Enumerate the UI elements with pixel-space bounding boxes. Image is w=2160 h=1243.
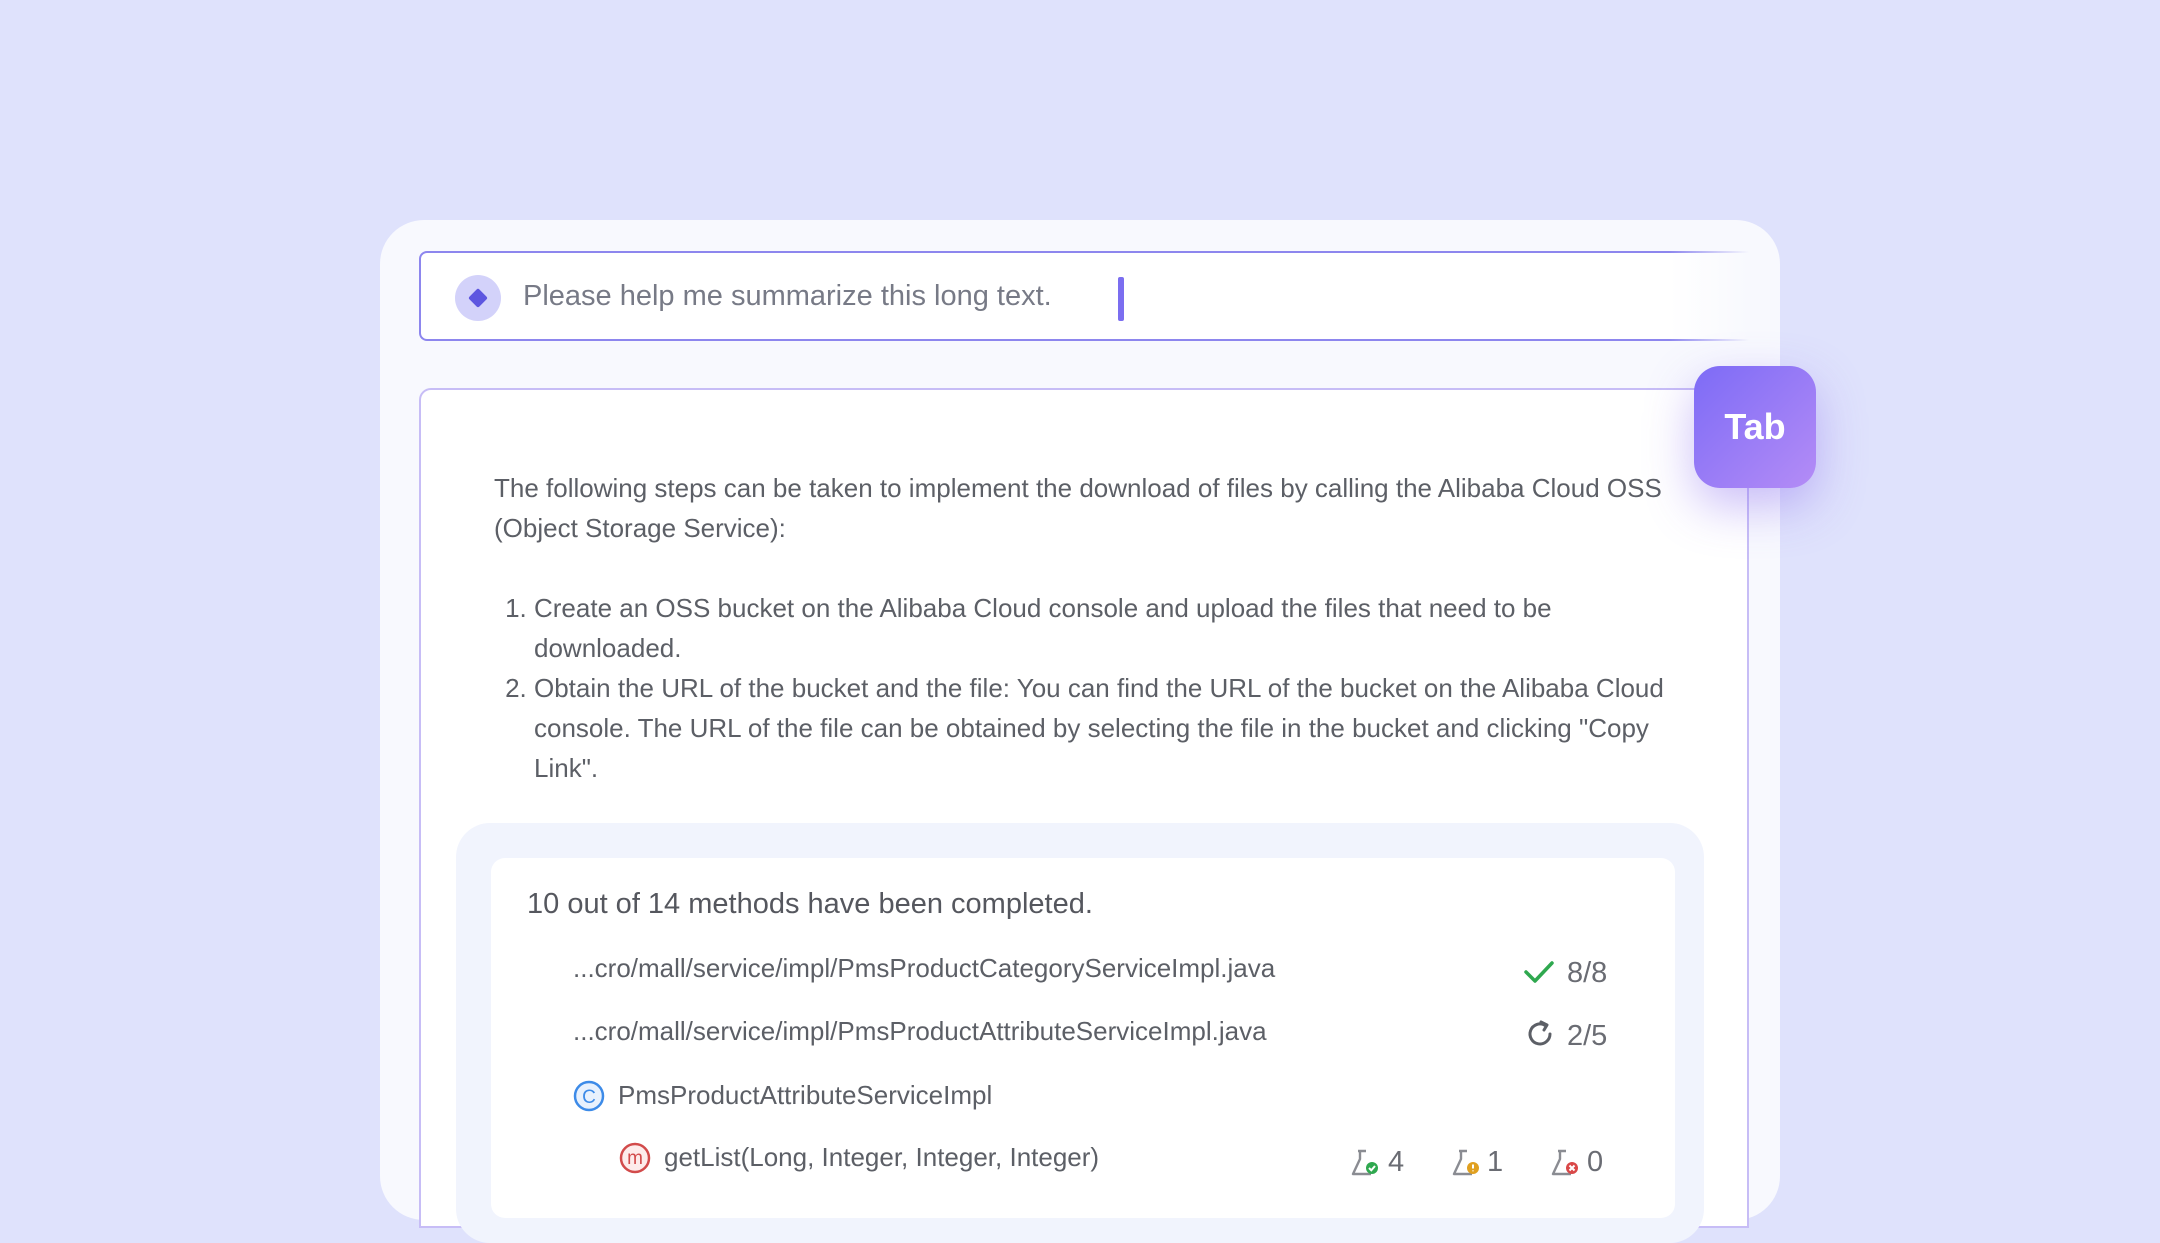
class-name[interactable]: PmsProductAttributeServiceImpl — [618, 1080, 993, 1110]
warning-count: 1 — [1487, 1146, 1504, 1178]
test-warning-icon — [1451, 1148, 1481, 1178]
text-caret — [1118, 277, 1124, 321]
file-status: 2/5 — [1567, 1020, 1608, 1052]
file-status: 8/8 — [1567, 957, 1608, 989]
class-icon — [573, 1080, 605, 1112]
class-icon-letter: C — [582, 1087, 596, 1108]
prompt-text: Please help me summarize this long text. — [523, 280, 1052, 312]
answer-steps — [494, 588, 1694, 788]
method-icon-letter: m — [627, 1148, 643, 1169]
answer-step: 2. Obtain the URL of the bucket and the file: You can find the URL of the bucket on the Alibaba Cloud console. The URL of the file can be obtained by selecting the file in the bucket and clicking "Copy Link". — [534, 668, 1694, 788]
refresh-icon — [1524, 1018, 1556, 1050]
answer-body — [494, 468, 1694, 788]
tab-key-button[interactable]: Tab — [1694, 366, 1816, 488]
file-path[interactable]: ...cro/mall/service/impl/PmsProductCategoryServiceImpl.java — [573, 953, 1276, 983]
answer-step: 1. Create an OSS bucket on the Alibaba Cloud console and upload the files that need to be downloaded. — [534, 588, 1694, 668]
ai-diamond-icon — [455, 275, 501, 321]
answer-intro: The following steps can be taken to implement the download of files by calling the Alibaba Cloud OSS (Object Storage Service): — [494, 473, 1662, 543]
passed-count: 4 — [1388, 1146, 1405, 1178]
file-path[interactable]: ...cro/mall/service/impl/PmsProductAttributeServiceImpl.java — [573, 1016, 1267, 1046]
progress-card — [491, 858, 1675, 1218]
failed-count: 0 — [1587, 1146, 1604, 1178]
prompt-input[interactable] — [419, 251, 1749, 341]
progress-title: 10 out of 14 methods have been completed. — [527, 888, 1093, 920]
method-icon — [619, 1142, 651, 1174]
method-signature[interactable]: getList(Long, Integer, Integer, Integer) — [664, 1142, 1100, 1172]
test-failed-icon — [1550, 1148, 1580, 1178]
check-icon — [1523, 958, 1555, 986]
test-passed-icon — [1350, 1148, 1380, 1178]
